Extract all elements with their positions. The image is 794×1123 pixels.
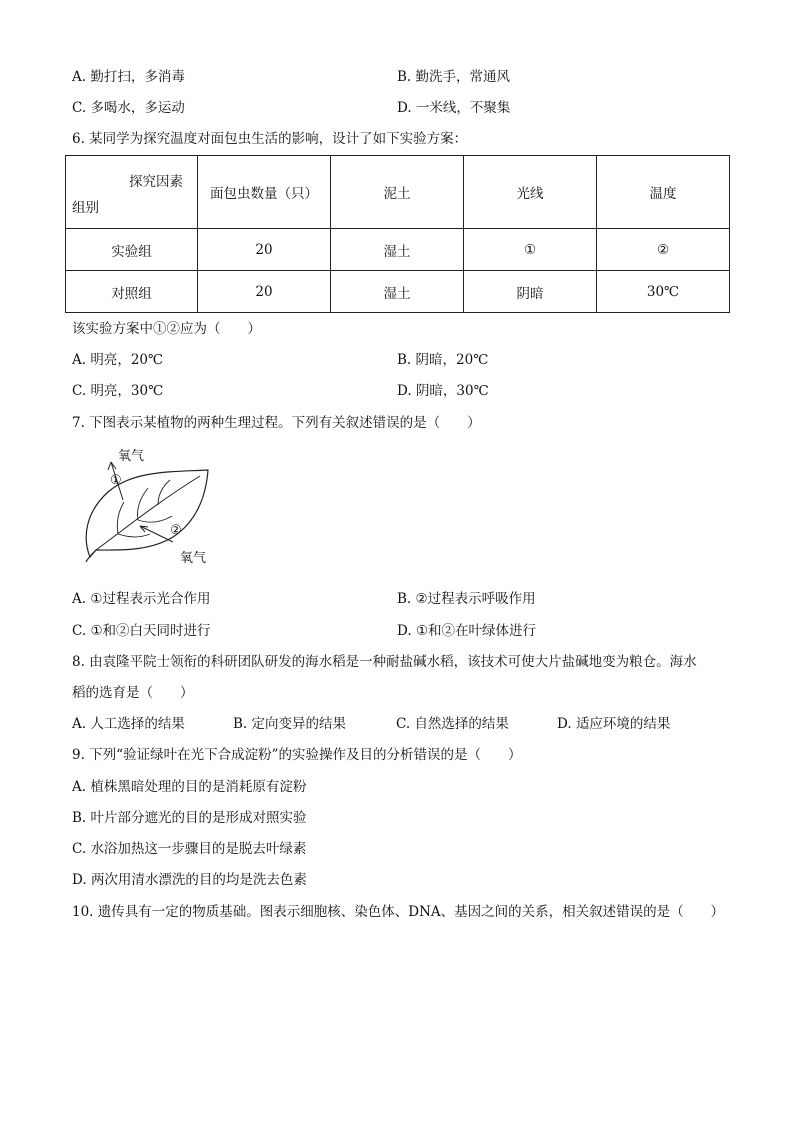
q6-option-b: [397, 351, 488, 369]
option-text: 植株黑暗处理的目的是消耗原有淀粉: [90, 779, 307, 795]
q5-option-b: [397, 68, 510, 86]
table-header-cell: 温度: [597, 156, 730, 229]
option-text: ②过程表示呼吸作用: [415, 591, 536, 607]
table-cell: 20: [198, 229, 331, 271]
option-letter: D.: [397, 623, 412, 639]
q6-option-c: [72, 382, 163, 400]
table-header-cell: 泥土: [331, 156, 464, 229]
option-text: 阴暗，20℃: [415, 352, 489, 368]
option-letter: B.: [397, 591, 412, 607]
experiment-table: [65, 155, 730, 313]
option-letter: A.: [72, 352, 87, 368]
option-text: 人工选择的结果: [90, 716, 185, 732]
option-text: 勤打扫，多消毒: [90, 69, 185, 85]
option-text: 一米线，不聚集: [415, 100, 511, 116]
option-text: ①和②白天同时进行: [90, 623, 211, 639]
q9-stem: 9. 下列“验证绿叶在光下合成淀粉”的实验操作及目的分析错误的是（ ）: [72, 747, 522, 763]
option-text: 两次用清水漂洗的目的均是洗去色素: [90, 872, 307, 888]
option-letter: D.: [397, 100, 412, 116]
option-letter: C.: [396, 716, 411, 732]
table-cell: ②: [597, 229, 730, 271]
arrow-2-icon: [140, 526, 173, 542]
q10-stem: 10. 遗传具有一定的物质基础。图表示细胞核、染色体、DNA、基因之间的关系，相关叙述错误的是（ ）: [72, 904, 725, 920]
option-letter: D.: [397, 383, 412, 399]
option-letter: B.: [397, 352, 412, 368]
q7-option-b: [397, 590, 536, 608]
option-text: 明亮，20℃: [90, 352, 164, 368]
q8-option-d: [557, 715, 670, 733]
table-row: [66, 271, 730, 313]
q5-option-c: [72, 99, 185, 117]
q9-option-a: [72, 778, 306, 796]
table-row: [66, 229, 730, 271]
table-cell: 30℃: [597, 271, 730, 313]
q7-option-a: [72, 590, 210, 608]
table-header-cell: 面包虫数量（只）: [198, 156, 331, 229]
option-letter: B.: [397, 69, 412, 85]
option-letter: B.: [72, 810, 87, 826]
q8-option-a: [72, 715, 185, 733]
q7-option-c: [72, 622, 211, 640]
table-cell: ①: [464, 229, 597, 271]
marker-1: ①: [110, 473, 122, 488]
q8-stem-line2: 稻的选育是（ ）: [72, 685, 194, 701]
q6-stem: 6. 某同学为探究温度对面包虫生活的影响，设计了如下实验方案：: [72, 131, 468, 147]
option-text: 水浴加热这一步骤目的是脱去叶绿素: [90, 841, 307, 857]
option-letter: A.: [72, 591, 87, 607]
option-letter: D.: [557, 716, 572, 732]
option-letter: A.: [72, 69, 87, 85]
table-header-cell: 光线: [464, 156, 597, 229]
option-letter: C.: [72, 383, 87, 399]
q8-stem-line1: 8. 由袁隆平院士领衔的科研团队研发的海水稻是一种耐盐碱水稻，该技术可使大片盐碱地变为粮仓。海水: [72, 654, 697, 670]
q6-option-a: [72, 351, 163, 369]
table-cell: 阴暗: [464, 271, 597, 313]
table-header-row: [66, 156, 730, 229]
q8-option-b: [233, 715, 346, 733]
option-text: 阴暗，30℃: [415, 383, 489, 399]
q5-option-d: [397, 99, 510, 117]
q7-stem: 7. 下图表示某植物的两种生理过程。下列有关叙述错误的是（ ）: [72, 415, 481, 431]
table-cell-group: 对照组: [66, 271, 198, 313]
option-letter: C.: [72, 100, 87, 116]
q9-option-d: [72, 871, 307, 889]
q8-option-c: [396, 715, 509, 733]
corner-group-label: 组别: [72, 200, 99, 216]
option-letter: C.: [72, 623, 87, 639]
oxygen-label-top: 氧气: [118, 449, 145, 464]
option-text: 叶片部分遮光的目的是形成对照实验: [90, 810, 307, 826]
leaf-diagram: [78, 442, 228, 567]
option-letter: B.: [233, 716, 248, 732]
option-text: 明亮，30℃: [90, 383, 164, 399]
q6-option-d: [397, 382, 489, 400]
marker-2: ②: [170, 523, 182, 538]
option-letter: C.: [72, 841, 87, 857]
q9-option-c: [72, 840, 306, 858]
option-text: 勤洗手，常通风: [415, 69, 511, 85]
q6-question: 该实验方案中①②应为（ ）: [72, 321, 261, 337]
table-cell-group: 实验组: [66, 229, 198, 271]
option-letter: D.: [72, 872, 87, 888]
table-cell: 20: [198, 271, 331, 313]
table-cell: 湿土: [331, 271, 464, 313]
option-text: ①过程表示光合作用: [90, 591, 211, 607]
q9-option-b: [72, 809, 307, 827]
corner-factor-label: 探究因素: [129, 174, 183, 190]
leaf-stem-icon: [86, 550, 96, 562]
table-cell: 湿土: [331, 229, 464, 271]
option-letter: A.: [72, 779, 87, 795]
option-text: 定向变异的结果: [251, 716, 347, 732]
option-text: 适应环境的结果: [575, 716, 671, 732]
option-text: 自然选择的结果: [414, 716, 509, 732]
option-text: ①和②在叶绿体进行: [415, 623, 537, 639]
q5-option-a: [72, 68, 185, 86]
option-letter: A.: [72, 716, 87, 732]
q7-option-d: [397, 622, 536, 640]
oxygen-label-bottom: 氧气: [180, 551, 207, 566]
option-text: 多喝水，多运动: [90, 100, 185, 116]
table-corner-cell: [66, 156, 198, 229]
